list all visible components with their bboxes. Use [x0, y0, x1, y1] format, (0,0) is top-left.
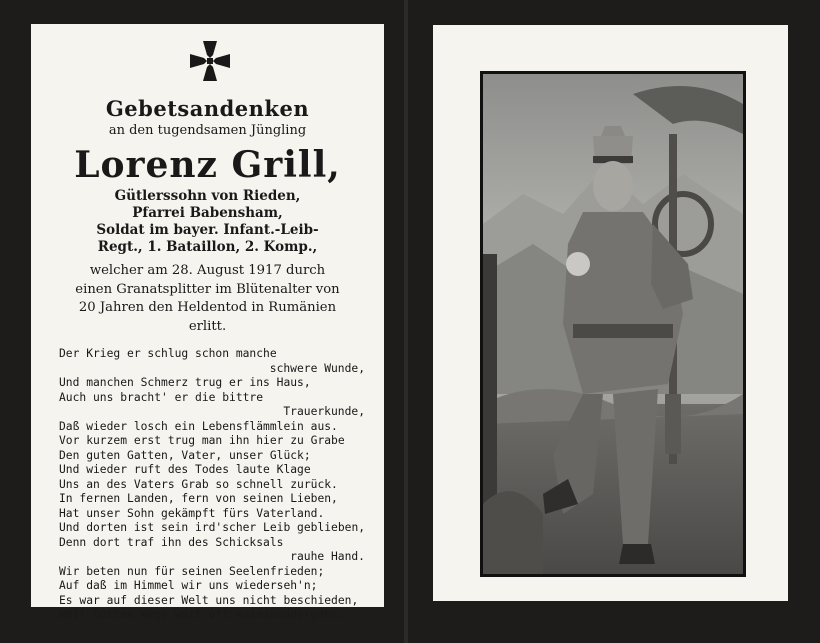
poem-line: Vor kurzem erst trug man ihn hier zu Grabe: [59, 434, 345, 447]
poem-line: Wir beten nun für seinen Seelenfrieden;: [59, 564, 325, 578]
poem-line: Der Krieg er schlug schon manche: [59, 347, 277, 360]
memorial-poem: [59, 347, 369, 623]
death-line: 20 Jahren den Heldentod in Rumänien: [78, 300, 337, 315]
poem-line: Und wieder ruft des Todes laute Klage: [59, 463, 311, 476]
details-line: Regt., 1. Bataillon, 2. Komp.,: [97, 239, 318, 255]
poem-line: Und dorten ist sein ird'scher Leib geblieben,: [59, 521, 366, 534]
photo-frame: [480, 71, 746, 577]
details-line: Gütlerssohn von Rieden,: [114, 188, 301, 204]
poem-line: Weil Gottes Wege weit oft auseinandergehn.: [59, 608, 345, 621]
death-line: erlitt.: [188, 318, 227, 334]
poem-line: In fernen Landen, fern von seinen Lieben,: [59, 492, 338, 505]
poem-line: Hat unser Sohn gekämpft fürs Vaterland.: [59, 506, 325, 520]
death-notice: [31, 262, 384, 336]
poem-line: Uns an des Vaters Grab so schnell zurück.: [59, 477, 338, 491]
details-line: Pfarrei Babensham,: [132, 205, 283, 221]
deceased-name: Lorenz Grill,: [74, 144, 341, 186]
dedication-line: an den tugendsamen Jüngling: [108, 123, 307, 138]
card-header: Gebetsandenken: [105, 96, 310, 121]
card-fold: [404, 0, 408, 643]
poem-line: Den guten Gatten, Vater, unser Glück;: [59, 448, 311, 462]
poem-line: Auch uns bracht' er die bittre: [59, 390, 264, 404]
death-line: welcher am 28. August 1917 durch: [89, 263, 326, 278]
details-line: Soldat im bayer. Infant.-Leib-: [96, 222, 319, 238]
poem-line: Es war auf dieser Welt uns nicht beschieden,: [59, 593, 359, 607]
soldier-portrait: [483, 74, 743, 574]
poem-line: Auf daß im Himmel wir uns wiederseh'n;: [59, 579, 318, 592]
poem-line: Trauerkunde,: [283, 405, 365, 418]
poem-line: Denn dort traf ihn des Schicksals: [59, 535, 284, 549]
poem-line: Und manchen Schmerz trug er ins Haus,: [59, 376, 311, 389]
photo-page: [433, 25, 788, 601]
soldier-details: [31, 188, 384, 256]
death-line: einen Granatsplitter im Blütenalter von: [75, 281, 340, 297]
iron-cross-icon: [187, 38, 233, 84]
poem-line: Daß wieder losch ein Lebensflämmlein aus.: [59, 419, 338, 433]
text-page: [31, 24, 384, 621]
poem-line: rauhe Hand.: [290, 550, 365, 563]
poem-line: schwere Wunde,: [269, 361, 365, 375]
